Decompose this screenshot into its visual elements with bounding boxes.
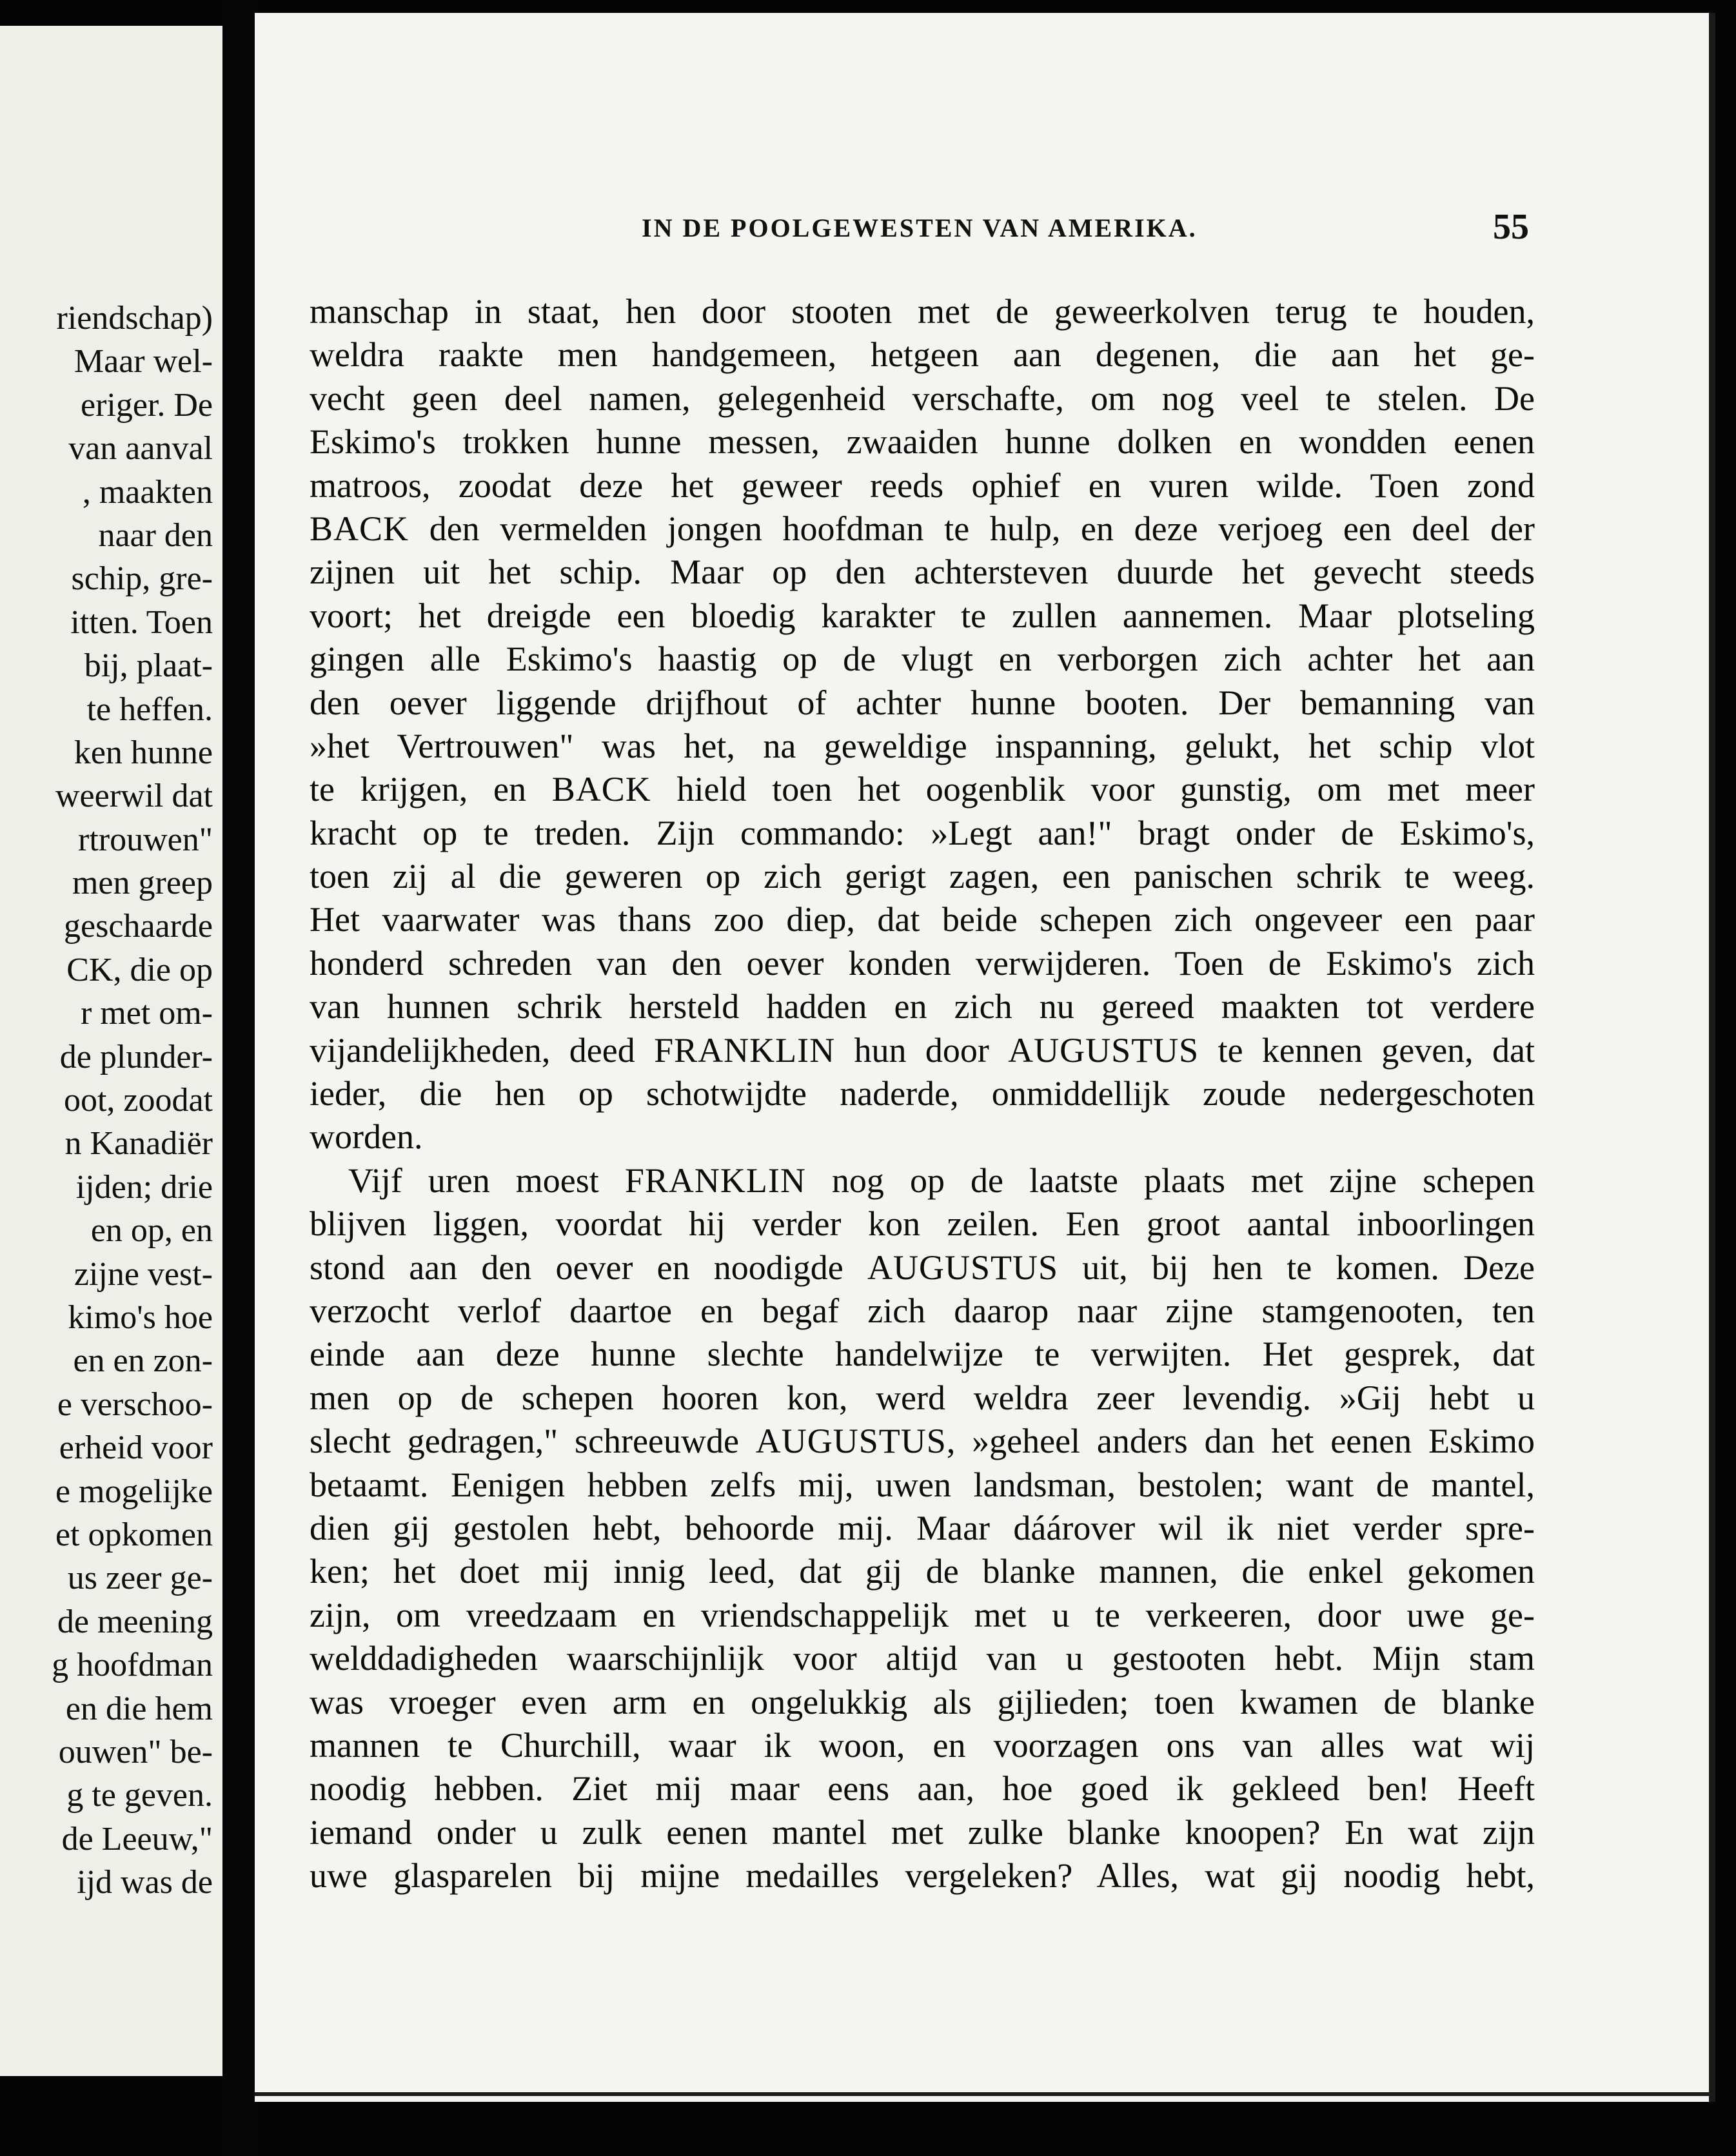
text-line <box>310 1681 1535 1724</box>
text-segment: vijandelijkheden, deed <box>310 1030 655 1070</box>
text-segment: , »geheel anders dan het eenen Eskimo <box>946 1422 1535 1461</box>
text-line <box>310 507 1535 551</box>
facing-page-fragment <box>0 26 222 2076</box>
text-line <box>310 1115 1535 1159</box>
text-segment: verzocht verlof daartoe en begaf zich daarop naar zijne stamgenooten, ten <box>310 1291 1535 1330</box>
text-line <box>310 812 1535 855</box>
text-segment: ieder, die hen op schotwijdte naderde, onmiddellijk zoude nedergeschoten <box>310 1074 1535 1113</box>
text-segment: zijnen uit het schip. Maar op den achtersteven duurde het gevecht steeds <box>310 553 1535 592</box>
text-segment: blijven liggen, voordat hij verder kon zeilen. Een groot aantal inboorlingen <box>310 1204 1535 1244</box>
facing-page-line: kimo's hoe <box>68 1298 213 1336</box>
text-segment: zijn, om vreedzaam en vriendschappelijk met u te verkeeren, door uwe ge- <box>310 1595 1535 1634</box>
text-segment: noodig hebben. Ziet mij maar eens aan, hoe goed ik gekleed ben! Heeft <box>310 1769 1535 1808</box>
facing-page-line: rtrouwen" <box>78 821 213 858</box>
small-caps-name: AUGUSTUS <box>867 1248 1058 1287</box>
text-line <box>310 855 1535 898</box>
small-caps-name: FRANKLIN <box>624 1161 806 1200</box>
facing-page-line: ijd was de <box>77 1864 213 1901</box>
facing-page-line: naar den <box>98 516 213 554</box>
text-line <box>310 1333 1535 1376</box>
facing-page-line: r met om- <box>80 995 213 1032</box>
text-segment: vecht geen deel namen, gelegenheid verschafte, om nog veel te stelen. De <box>310 378 1535 418</box>
text-segment: kracht op te treden. Zijn commando: »Legt aan!" bragt onder de Eskimo's, <box>310 813 1535 852</box>
text-line <box>310 768 1535 811</box>
text-segment: Het vaarwater was thans zoo diep, dat beide schepen zich ongeveer een paar <box>310 900 1535 939</box>
text-segment: was vroeger even arm en ongelukkig als gijlieden; toen kwamen de blanke <box>310 1682 1535 1721</box>
facing-page-line: g hoofdman <box>52 1647 213 1684</box>
facing-page-line: Maar wel- <box>74 343 213 380</box>
facing-page-line: te heffen. <box>86 691 213 728</box>
facing-page-line: de plunder- <box>59 1038 213 1075</box>
text-line <box>310 1289 1535 1333</box>
text-segment: »het Vertrouwen" was het, na geweldige inspanning, gelukt, het schip vlot <box>310 726 1535 765</box>
facing-page-line: schip, gre- <box>71 560 213 598</box>
text-segment: iemand onder u zulk eenen mantel met zulke blanke knoopen? En wat zijn <box>310 1812 1535 1852</box>
facing-page-line: ken hunne <box>74 734 213 771</box>
small-caps-name: AUGUSTUS <box>1008 1030 1199 1070</box>
small-caps-name: FRANKLIN <box>654 1030 836 1070</box>
facing-page-line: van aanval <box>68 430 213 467</box>
text-segment: honderd schreden van den oever konden verwijderen. Toen de Eskimo's zich <box>310 943 1535 983</box>
facing-page-line: en en zon- <box>73 1342 213 1380</box>
text-line <box>310 681 1535 725</box>
text-segment: Eskimo's trokken hunne messen, zwaaiden hunne dolken en wondden eenen <box>310 422 1535 462</box>
text-segment: Vijf uren moest <box>348 1161 625 1200</box>
text-line <box>310 464 1535 507</box>
text-line <box>310 1029 1535 1072</box>
text-line <box>310 420 1535 464</box>
text-segment: slecht gedragen," schreeuwde <box>310 1422 756 1461</box>
facing-page-line: oot, zoodat <box>63 1082 213 1119</box>
text-line <box>310 1507 1535 1550</box>
page-number: 55 <box>1493 207 1529 247</box>
facing-page-line: us zeer ge- <box>67 1560 213 1597</box>
facing-page-line: g te geven. <box>66 1777 213 1814</box>
text-segment: ken; het doet mij innig leed, dat gij de blanke mannen, die enkel gekomen <box>310 1552 1535 1591</box>
facing-page-line: , maakten <box>82 473 213 511</box>
text-line <box>310 638 1535 681</box>
small-caps-name: BACK <box>310 509 409 548</box>
book-page <box>255 13 1715 2102</box>
text-line <box>310 1811 1535 1854</box>
facing-page-line: weerwil dat <box>55 778 213 815</box>
text-line <box>310 1724 1535 1767</box>
text-line <box>310 551 1535 594</box>
text-segment: voort; het dreigde een bloedig karakter te zullen aannemen. Maar plotseling <box>310 596 1535 635</box>
facing-page-line: erheid voor <box>59 1429 213 1467</box>
text-segment: den vermelden jongen hoofdman te hulp, en deze verjoeg een deel der <box>409 509 1535 548</box>
text-segment: stond aan den oever en noodigde <box>310 1248 867 1287</box>
facing-page-line: bij, plaat- <box>84 647 213 685</box>
text-segment: te krijgen, en <box>310 770 552 809</box>
text-line <box>310 1550 1535 1593</box>
text-segment: toen zij al die geweren op zich gerigt zagen, een panischen schrik te weeg. <box>310 857 1535 896</box>
facing-page-line: geschaarde <box>64 908 213 945</box>
text-segment: hield toen het oogenblik voor gunstig, om met meer <box>651 770 1535 809</box>
text-line <box>310 725 1535 768</box>
facing-page-line: en op, en <box>90 1212 213 1250</box>
text-line <box>310 1072 1535 1115</box>
text-line <box>310 1464 1535 1507</box>
small-caps-name: AUGUSTUS <box>755 1422 947 1461</box>
text-segment: gingen alle Eskimo's haastig op de vlugt en verborgen zich achter het aan <box>310 640 1535 679</box>
page-bottom-edge <box>255 2092 1709 2096</box>
text-segment: manschap in staat, hen door stooten met de geweerkolven terug te houden, <box>310 292 1535 331</box>
text-line <box>310 1420 1535 1463</box>
text-line <box>310 1202 1535 1246</box>
text-segment: einde aan deze hunne slechte handelwijze te verwijten. Het gesprek, dat <box>310 1335 1535 1374</box>
facing-page-line: ijden; drie <box>75 1168 213 1206</box>
facing-page-line: de Leeuw," <box>61 1820 213 1857</box>
text-segment: uit, bij hen te komen. Deze <box>1058 1248 1535 1287</box>
small-caps-name: BACK <box>551 770 651 809</box>
facing-page-line: en die hem <box>65 1690 213 1727</box>
facing-page-text <box>0 297 213 1904</box>
facing-page-line: et opkomen <box>55 1516 213 1553</box>
text-line <box>310 1767 1535 1810</box>
text-line <box>310 1377 1535 1420</box>
text-line <box>310 985 1535 1028</box>
text-segment: betaamt. Eenigen hebben zelfs mij, uwen landsman, bestolen; want de mantel, <box>310 1465 1535 1504</box>
facing-page-line: eriger. De <box>80 386 213 424</box>
text-line <box>310 1594 1535 1637</box>
text-line <box>310 290 1535 333</box>
text-line <box>310 333 1535 377</box>
text-segment: hun door <box>835 1030 1009 1070</box>
text-segment: weldra raakte men handgemeen, hetgeen aan degenen, die aan het ge- <box>310 335 1535 375</box>
text-line <box>310 898 1535 941</box>
text-segment: te kennen geven, dat <box>1199 1030 1535 1070</box>
text-segment: uwe glasparelen bij mijne medailles vergeleken? Alles, wat gij noodig hebt, <box>310 1856 1535 1896</box>
facing-page-line: ouwen" be- <box>58 1733 213 1770</box>
running-head <box>255 206 1709 258</box>
text-segment: nog op de laatste plaats met zijne schepen <box>805 1161 1535 1200</box>
text-segment: worden. <box>310 1117 423 1157</box>
text-segment: men op de schepen hooren kon, werd weldra zeer levendig. »Gij hebt u <box>310 1378 1535 1417</box>
text-line <box>310 594 1535 638</box>
text-line <box>310 377 1535 420</box>
text-line <box>310 1159 1535 1202</box>
facing-page-line: men greep <box>72 865 213 902</box>
text-segment: welddadigheden waarschijnlijk voor altijd van u gestooten hebt. Mijn stam <box>310 1639 1535 1678</box>
text-segment: den oever liggende drijfhout of achter hunne booten. Der bemanning van <box>310 683 1535 722</box>
facing-page-line: riendschap) <box>56 300 213 337</box>
facing-page-line: de meening <box>57 1603 213 1640</box>
text-line <box>310 1854 1535 1897</box>
facing-page-line: CK, die op <box>66 951 213 988</box>
running-title: IN DE POOLGEWESTEN VAN AMERIKA. <box>642 213 1198 242</box>
text-segment: van hunnen schrik hersteld hadden en zich nu gereed maakten tot verdere <box>310 987 1535 1026</box>
facing-page-line: e verschoo- <box>57 1386 213 1423</box>
page-body-text <box>310 290 1535 1897</box>
text-segment: dien gij gestolen hebt, behoorde mij. Maar dáárover wil ik niet verder spre- <box>310 1508 1535 1547</box>
facing-page-line: e mogelijke <box>55 1473 213 1510</box>
text-segment: matroos, zoodat deze het geweer reeds ophief en vuren wilde. Toen zond <box>310 466 1535 505</box>
text-line <box>310 1637 1535 1680</box>
book-gutter <box>222 0 255 2156</box>
facing-page-line: n Kanadiër <box>64 1125 213 1162</box>
text-line <box>310 942 1535 985</box>
text-segment: mannen te Churchill, waar ik woon, en voorzagen ons van alles wat wij <box>310 1725 1535 1765</box>
facing-page-line: itten. Toen <box>70 603 213 641</box>
text-line <box>310 1246 1535 1289</box>
facing-page-line: zijne vest- <box>74 1255 213 1293</box>
